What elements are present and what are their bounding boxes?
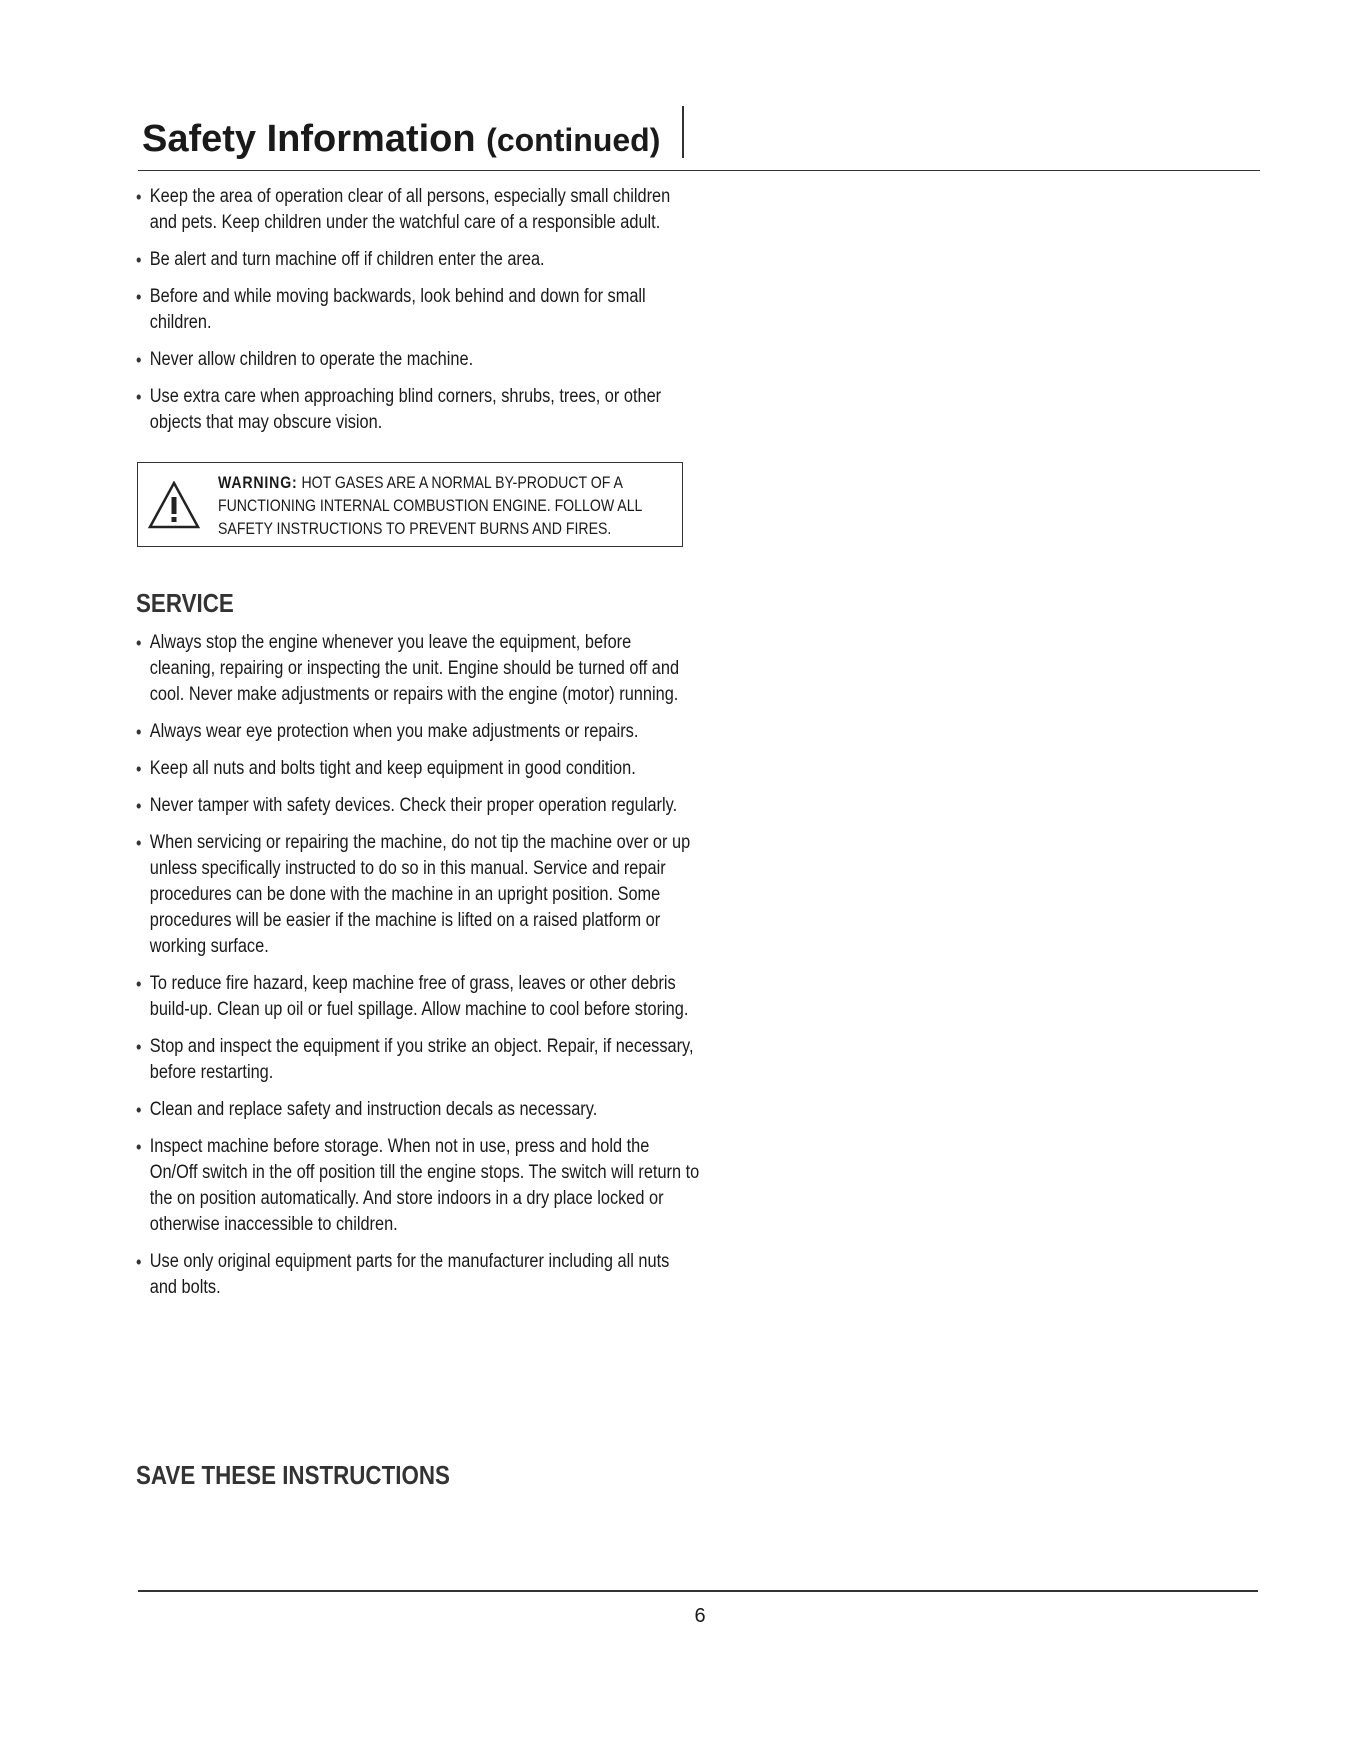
list-item: • Use only original equipment parts for the manufacturer including all nuts and bolts. (136, 1249, 700, 1301)
list-item: • Always wear eye protection when you make adjustments or repairs. (136, 719, 700, 745)
list-item: • Keep all nuts and bolts tight and keep equipment in good condition. (136, 756, 700, 782)
page-title-suffix: (continued) (486, 122, 661, 158)
warning-text (218, 471, 683, 540)
list-item: • Use extra care when approaching blind corners, shrubs, trees, or other objects that may obscure vision. (136, 384, 700, 436)
footer-divider (138, 1590, 1258, 1592)
list-item: • Never allow children to operate the machine. (136, 347, 700, 373)
warning-message: HOT GASES ARE A NORMAL BY-PRODUCT OF A FUNCTIONING INTERNAL COMBUSTION ENGINE. FOLLOW ALL SAFETY INSTRUCTIONS TO PREVENT BURNS AND FIRES. (218, 473, 642, 538)
list-item: • Be alert and turn machine off if children enter the area. (136, 247, 700, 273)
list-item: • Clean and replace safety and instruction decals as necessary. (136, 1097, 700, 1123)
list-item: • Stop and inspect the equipment if you strike an object. Repair, if necessary, before restarting. (136, 1034, 700, 1086)
page-number: 6 (694, 1605, 706, 1627)
service-list (136, 630, 700, 1312)
list-item: • Before and while moving backwards, look behind and down for small children. (136, 284, 700, 336)
list-item: • Always stop the engine whenever you leave the equipment, before cleaning, repairing or inspecting the unit. Engine should be turned off and cool. Never make adjustments or repairs with the engine (motor) running. (136, 630, 700, 708)
top-safety-list (136, 184, 688, 447)
warning-label: WARNING: (218, 473, 298, 492)
page-title-main: Safety Information (142, 118, 476, 160)
warning-box (137, 462, 683, 547)
list-item: • To reduce fire hazard, keep machine free of grass, leaves or other debris build-up. Clean up oil or fuel spillage. Allow machine to cool before storing. (136, 971, 700, 1023)
page-title (142, 116, 660, 163)
list-item: • When servicing or repairing the machine, do not tip the machine over or up unless specifically instructed to do so in this manual. Service and repair procedures can be done with the machine in an upright position. Some procedures will be easier if the machine is lifted on a raised platform or working surface. (136, 830, 700, 960)
title-divider (682, 106, 684, 158)
page-header (138, 112, 1260, 171)
service-heading: SERVICE (136, 588, 234, 618)
list-item: • Keep the area of operation clear of all persons, especially small children and pets. Keep children under the watchful care of a responsible adult. (136, 184, 700, 236)
list-item: • Never tamper with safety devices. Check their proper operation regularly. (136, 793, 700, 819)
list-item: • Inspect machine before storage. When not in use, press and hold the On/Off switch in the off position till the engine stops. The switch will return to the on position automatically. And store indoors in a dry place locked or otherwise inaccessible to children. (136, 1134, 700, 1238)
save-instructions-heading: SAVE THESE INSTRUCTIONS (136, 1460, 450, 1490)
warning-triangle-icon (148, 481, 200, 529)
